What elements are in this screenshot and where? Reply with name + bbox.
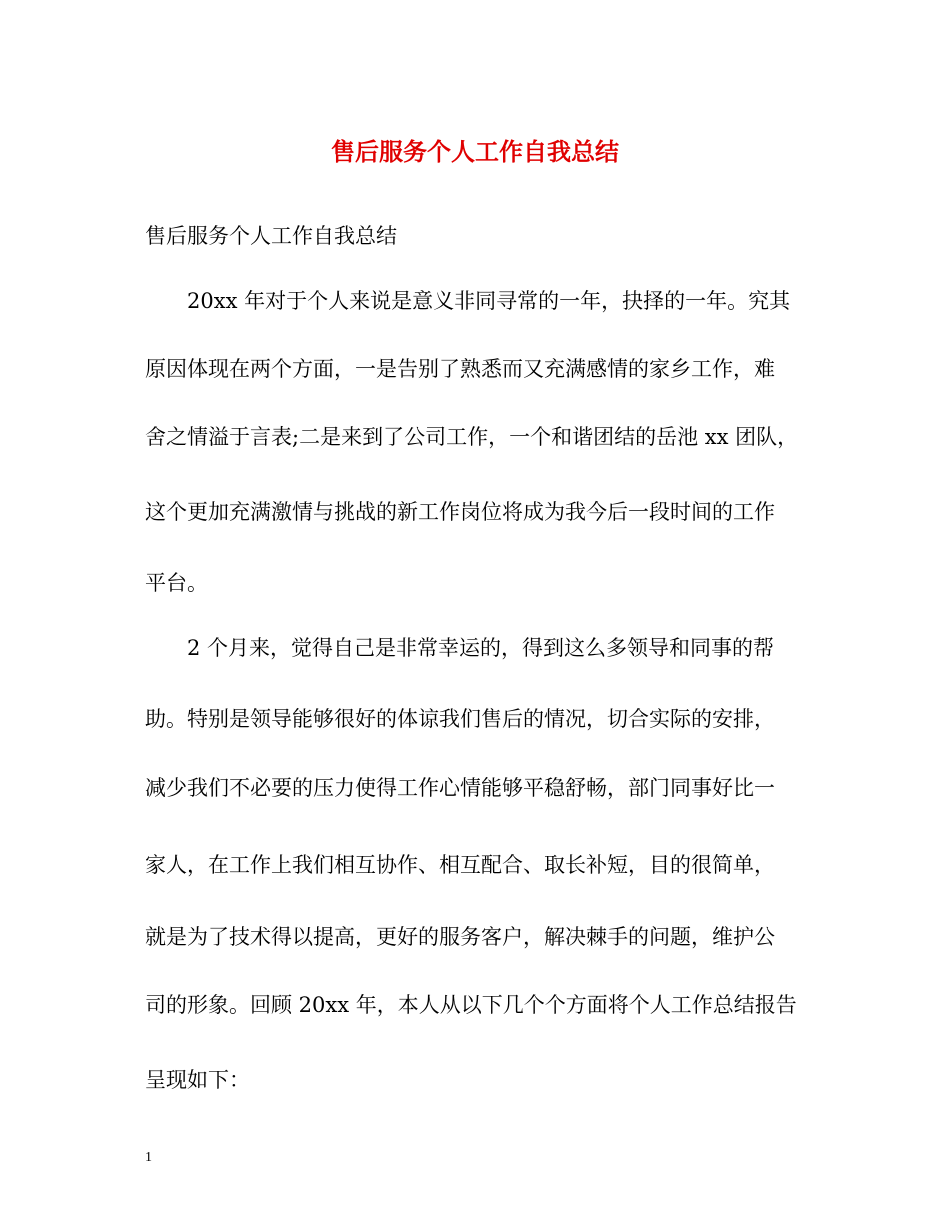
paragraph-2-line-1: 2 个月来，觉得自己是非常幸运的，得到这么多领导和同事的帮	[187, 636, 775, 660]
paragraph-1-line-4: 这个更加充满激情与挑战的新工作岗位将成为我今后一段时间的工作	[145, 500, 775, 524]
paragraph-2-line-5: 就是为了技术得以提高，更好的服务客户，解决棘手的问题，维护公	[145, 925, 775, 949]
document-subtitle: 售后服务个人工作自我总结	[145, 224, 397, 248]
paragraph-2-line-4: 家人，在工作上我们相互协作、相互配合、取长补短，目的很简单，	[145, 853, 775, 877]
paragraph-1-line-1: 20xx 年对于个人来说是意义非同寻常的一年，抉择的一年。究其	[187, 289, 791, 313]
paragraph-2-line-7: 呈现如下：	[145, 1068, 250, 1092]
paragraph-2-line-3: 减少我们不必要的压力使得工作心情能够平稳舒畅，部门同事好比一	[145, 776, 775, 800]
paragraph-1-line-5: 平台。	[145, 571, 208, 595]
page-number: 1	[145, 1150, 152, 1165]
paragraph-2-line-2: 助。特别是领导能够很好的体谅我们售后的情况，切合实际的安排，	[145, 707, 775, 731]
document-title: 售后服务个人工作自我总结	[331, 137, 619, 166]
paragraph-2-line-6: 司的形象。回顾 20xx 年，本人从以下几个个方面将个人工作总结报告	[145, 993, 797, 1017]
paragraph-1-line-3: 舍之情溢于言表;二是来到了公司工作，一个和谐团结的岳池 xx 团队，	[145, 425, 799, 449]
paragraph-1-line-2: 原因体现在两个方面，一是告别了熟悉而又充满感情的家乡工作，难	[145, 357, 775, 381]
